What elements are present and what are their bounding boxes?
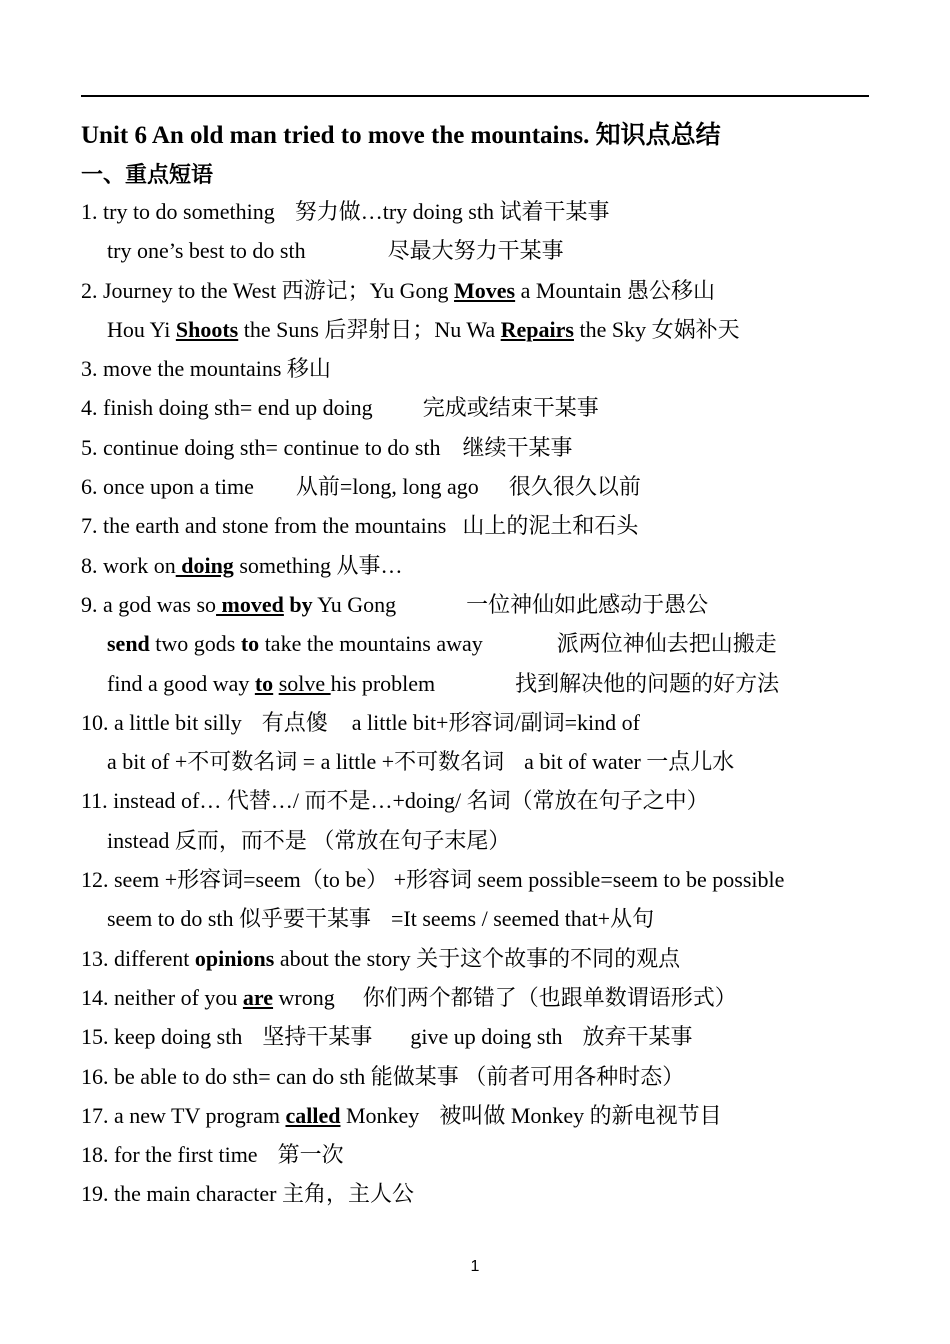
phrase-line [81,231,881,270]
phrase-text: find a good way [107,670,255,696]
phrase-line [81,1174,881,1213]
phrase-line [81,781,881,820]
phrase-line [81,664,881,703]
phrase-text: 第一次 [277,1142,344,1168]
phrase-text: a bit of +不可数名词 = a little +不可数名词 [107,749,505,775]
phrase-text: 18. for the first time [81,1142,258,1168]
phrase-text: moved [216,591,284,617]
phrase-line [81,1096,881,1135]
phrase-text: the Sky 女娲补天 [573,316,740,342]
page-number: 1 [470,1258,480,1275]
phrase-text: wrong [273,984,335,1010]
phrase-text: 17. a new TV program [81,1102,286,1128]
phrase-text: 9. a god was so [81,591,217,617]
phrase-text: 努力做…try doing sth 试着干某事 [294,199,610,224]
phrase-text: Monkey [340,1102,420,1128]
phrase-text: opinions [194,945,275,971]
document-title: Unit 6 An old man tried to move the mountains. 知识点总结 [81,122,721,149]
phrase-line [81,585,881,624]
phrase-text: Repairs [500,316,574,342]
phrase-text: to [254,670,274,696]
phrase-line [81,860,881,899]
phrase-text: a Mountain 愚公移山 [515,277,715,303]
phrase-text: 找到解决他的问题的好方法 [515,670,780,696]
phrase-text: 山上的泥土和石头 [462,513,639,539]
phrase-line [81,428,881,467]
phrase-text: 坚持干某事 [262,1024,373,1050]
phrase-text: 13. different [81,945,195,971]
phrase-text: 5. continue doing sth= continue to do sth [81,434,441,460]
phrase-line [81,467,881,506]
phrase-text: 被叫做 Monkey 的新电视节目 [439,1102,722,1128]
phrase-text: give up doing sth [410,1024,563,1050]
phrase-text: 1. try to do something [81,199,275,224]
phrase-line [81,899,881,938]
phrase-line [81,1017,881,1056]
phrase-text: seem to do sth 似乎要干某事 [107,906,371,932]
phrase-text: instead 反而，而不是 （常放在句子末尾） [107,827,511,853]
phrase-text: to [240,631,260,657]
phrase-text: two gods [149,631,241,657]
phrase-line [81,742,881,781]
phrase-list [81,192,881,1214]
phrase-text: send [107,631,150,657]
phrase-text: 继续干某事 [462,434,573,460]
phrase-text: his problem [330,670,436,696]
phrase-line [81,1057,881,1096]
phrase-line [81,310,881,349]
phrase-text: =It seems / seemed that+从句 [391,906,655,932]
phrase-text: solve [278,670,331,696]
phrase-text: a bit of water 一点儿水 [524,749,735,775]
phrase-text: 完成或结束干某事 [422,395,599,421]
phrase-line [81,624,881,663]
phrase-line [81,388,881,427]
phrase-line [81,271,881,310]
phrase-text: 14. neither of you [81,984,243,1010]
phrase-text: 4. finish doing sth= end up doing [81,395,373,421]
phrase-line [81,506,881,545]
phrase-text: 10. a little bit silly [81,709,242,735]
phrase-text: 一位神仙如此感动于愚公 [466,591,709,617]
phrase-text: doing [175,552,234,578]
phrase-text: called [285,1102,341,1128]
phrase-line [81,192,881,231]
phrase-text: 6. once upon a time [81,474,254,500]
phrase-text: something 从事… [233,552,403,578]
phrase-line [81,939,881,978]
phrase-text: Hou Yi [107,316,176,342]
phrase-text: 7. the earth and stone from the mountains [81,513,447,539]
phrase-line [81,703,881,742]
section-heading: 一、重点短语 [81,162,214,187]
phrase-text: 有点傻 [261,709,328,735]
phrase-line [81,1135,881,1174]
phrase-text: 19. the main character 主角，主人公 [81,1181,414,1207]
phrase-text: 3. move the mountains 移山 [81,356,331,382]
phrase-text: 尽最大努力干某事 [387,238,564,264]
phrase-text: 很久很久以前 [508,474,641,500]
phrase-line [81,978,881,1017]
phrase-text: 从前=long, long ago [295,474,479,500]
phrase-text: a little bit+形容词/副词=kind of [351,709,640,735]
phrase-text: 2. Journey to the West 西游记；Yu Gong [81,277,455,303]
phrase-text: 8. work on [81,552,176,578]
phrase-text: 15. keep doing sth [81,1024,243,1050]
phrase-line [81,349,881,388]
phrase-text: 放弃干某事 [582,1024,693,1050]
phrase-text: Shoots [175,316,239,342]
phrase-text: 派两位神仙去把山搬走 [556,631,777,657]
phrase-line [81,546,881,585]
phrase-text: 11. instead of… 代替…/ 而不是…+doing/ 名词（常放在句子之中） [81,788,709,814]
phrase-line [81,821,881,860]
phrase-text: take the mountains away [259,631,483,657]
top-rule [81,95,869,97]
phrase-text: are [242,984,274,1010]
phrase-text: try one’s best to do sth [107,238,306,264]
phrase-text: by [289,591,313,617]
phrase-text: Yu Gong [312,591,397,617]
phrase-text: about the story 关于这个故事的不同的观点 [274,945,681,971]
phrase-text: 16. be able to do sth= can do sth 能做某事 （前者可用各种时态） [81,1063,685,1089]
phrase-text: Moves [454,277,516,303]
phrase-text: 12. seem +形容词=seem（to be） +形容词 seem possible=seem to be possible [81,867,785,893]
phrase-text: 你们两个都错了（也跟单数谓语形式） [362,984,737,1010]
phrase-text: the Suns 后羿射日；Nu Wa [238,316,501,342]
